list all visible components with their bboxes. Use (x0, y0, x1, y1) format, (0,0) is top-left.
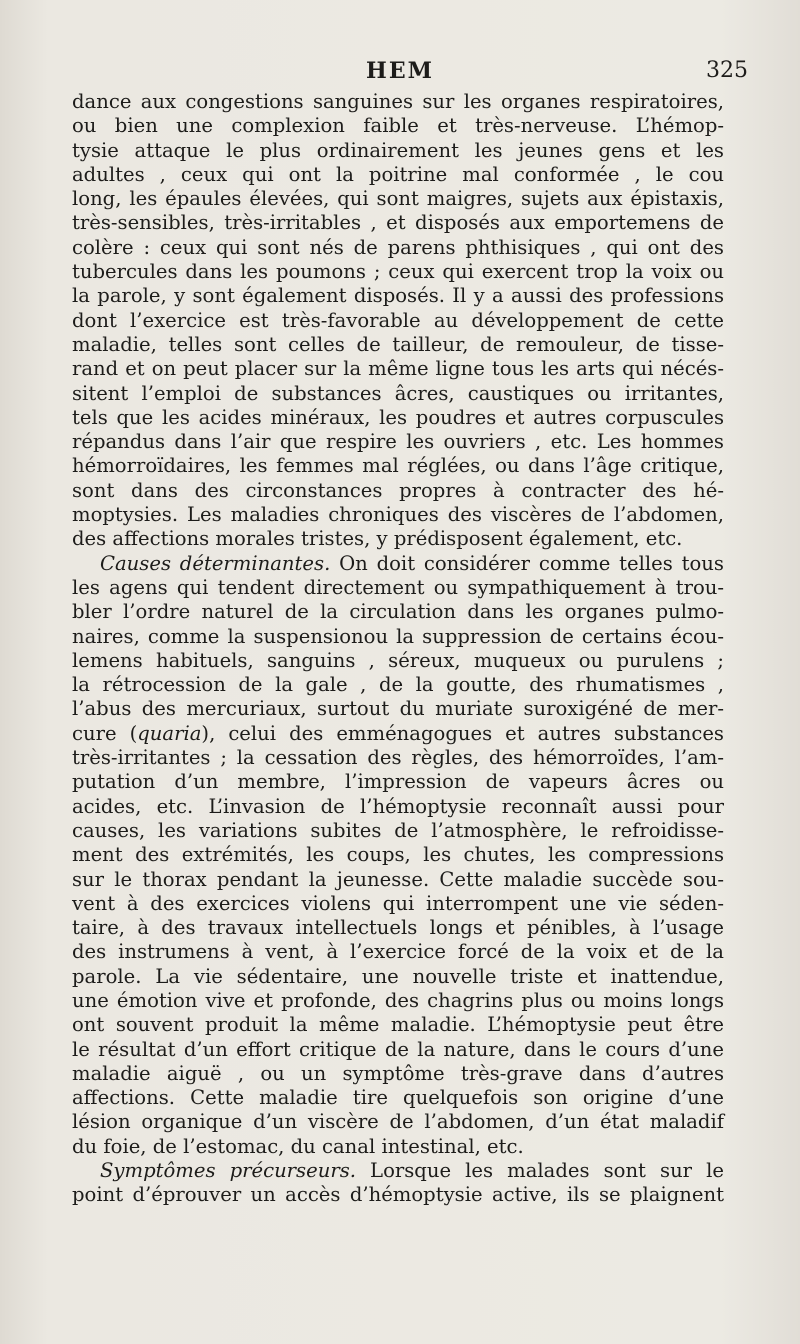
section-first-line (72, 1159, 724, 1183)
text-fragment: On doit considérer comme telles tous (330, 551, 724, 575)
bleed-through-shadow (80, 1226, 580, 1244)
text-line: colère : ceux qui sont nés de parens phthisiques , qui ont des (72, 235, 724, 259)
text-line: maladie, telles sont celles de tailleur, de remouleur, de tisse- (72, 332, 724, 356)
mixed-line (72, 722, 724, 746)
text-line: tysie attaque le plus ordinairement les jeunes gens et les (72, 138, 724, 162)
section-first-line (72, 552, 724, 576)
section-heading-causes: Causes déterminantes. (100, 551, 331, 575)
text-line: lemens habituels, sanguins , séreux, muqueux ou purulens ; (72, 648, 724, 672)
section-heading-symptomes: Symptômes précurseurs. (100, 1159, 356, 1183)
text-line: long, les épaules élevées, qui sont maigres, sujets aux épistaxis, (72, 187, 724, 211)
text-fragment: cure ( (72, 721, 138, 745)
text-line: tubercules dans les poumons ; ceux qui exercent trop la voix ou (72, 260, 724, 284)
text-line: naires, comme la suspensionou la suppression de certains écou- (72, 624, 724, 648)
text-line: sont dans des circonstances propres à contracter des hé- (72, 478, 724, 502)
text-line: maladie aiguë , ou un symptôme très-grave dans d’autres (72, 1061, 724, 1085)
text-line: lésion organique d’un viscère de l’abdomen, d’un état maladif (72, 1110, 724, 1134)
text-line: tels que les acides minéraux, les poudres et autres corpuscules (72, 405, 724, 429)
text-line: dance aux congestions sanguines sur les organes respiratoires, (72, 90, 724, 113)
text-line: sitent l’emploi de substances âcres, caustiques ou irritantes, (72, 381, 724, 405)
running-head: HEM (366, 58, 434, 84)
text-line: des affections morales tristes, y prédisposent également, etc. (72, 527, 683, 551)
text-line: ont souvent produit la même maladie. L’hémoptysie peut être (72, 1013, 724, 1037)
text-line: la rétrocession de la gale , de la goutte, des rhumatismes , (72, 673, 724, 697)
text-line: bler l’ordre naturel de la circulation dans les organes pulmo- (72, 600, 724, 624)
text-line: ment des extrémités, les coups, les chutes, les compressions (72, 843, 724, 867)
text-line: le résultat d’un effort critique de la nature, dans le cours d’une (72, 1037, 724, 1061)
italic-term: quaria (137, 721, 202, 745)
text-line: affections. Cette maladie tire quelquefois son origine d’une (72, 1086, 724, 1110)
text-line: acides, etc. L’invasion de l’hémoptysie reconnaît aussi pour (72, 794, 724, 818)
page-header (0, 58, 800, 90)
text-line: putation d’un membre, l’impression de vapeurs âcres ou (72, 770, 724, 794)
body-text (72, 90, 724, 1208)
text-line: sur le thorax pendant la jeunesse. Cette maladie succède sou- (72, 867, 724, 891)
text-line: les agens qui tendent directement ou sympathiquement à trou- (72, 575, 724, 599)
text-line: adultes , ceux qui ont la poitrine mal conformée , le cou (72, 162, 724, 186)
text-line: causes, les variations subites de l’atmosphère, le refroidisse- (72, 818, 724, 842)
text-line: parole. La vie sédentaire, une nouvelle triste et inattendue, (72, 964, 724, 988)
text-line: la parole, y sont également disposés. Il y a aussi des professions (72, 284, 724, 308)
page-number: 325 (706, 58, 748, 83)
text-line: moptysies. Les maladies chroniques des viscères de l’abdomen, (72, 503, 724, 527)
text-line: dont l’exercice est très-favorable au développement de cette (72, 308, 724, 332)
text-line: taire, à des travaux intellectuels longs et pénibles, à l’usage (72, 916, 724, 940)
text-line: rand et on peut placer sur la même ligne tous les arts qui nécés- (72, 357, 724, 381)
text-line: très-sensibles, très-irritables , et disposés aux emportemens de (72, 211, 724, 235)
text-line: vent à des exercices violens qui interrompent une vie séden- (72, 891, 724, 915)
text-line: une émotion vive et profonde, des chagrins plus ou moins longs (72, 988, 724, 1012)
text-line: hémorroïdaires, les femmes mal réglées, ou dans l’âge critique, (72, 454, 724, 478)
text-line: l’abus des mercuriaux, surtout du muriate suroxigéné de mer- (72, 697, 724, 721)
text-line: du foie, de l’estomac, du canal intestinal, etc. (72, 1134, 524, 1158)
text-line: très-irritantes ; la cessation des règles, des hémorroïdes, l’am- (72, 746, 724, 770)
text-line: point d’éprouver un accès d’hémoptysie active, ils se plaignent (72, 1183, 724, 1207)
text-line: répandus dans l’air que respire les ouvriers , etc. Les hommes (72, 430, 724, 454)
text-fragment: Lorsque les malades sont sur le (355, 1159, 724, 1183)
text-line: des instrumens à vent, à l’exercice forcé de la voix et de la (72, 940, 724, 964)
text-fragment: ), celui des emménagogues et autres substances (201, 721, 724, 745)
text-line: ou bien une complexion faible et très-nerveuse. L’hémop- (72, 114, 724, 138)
